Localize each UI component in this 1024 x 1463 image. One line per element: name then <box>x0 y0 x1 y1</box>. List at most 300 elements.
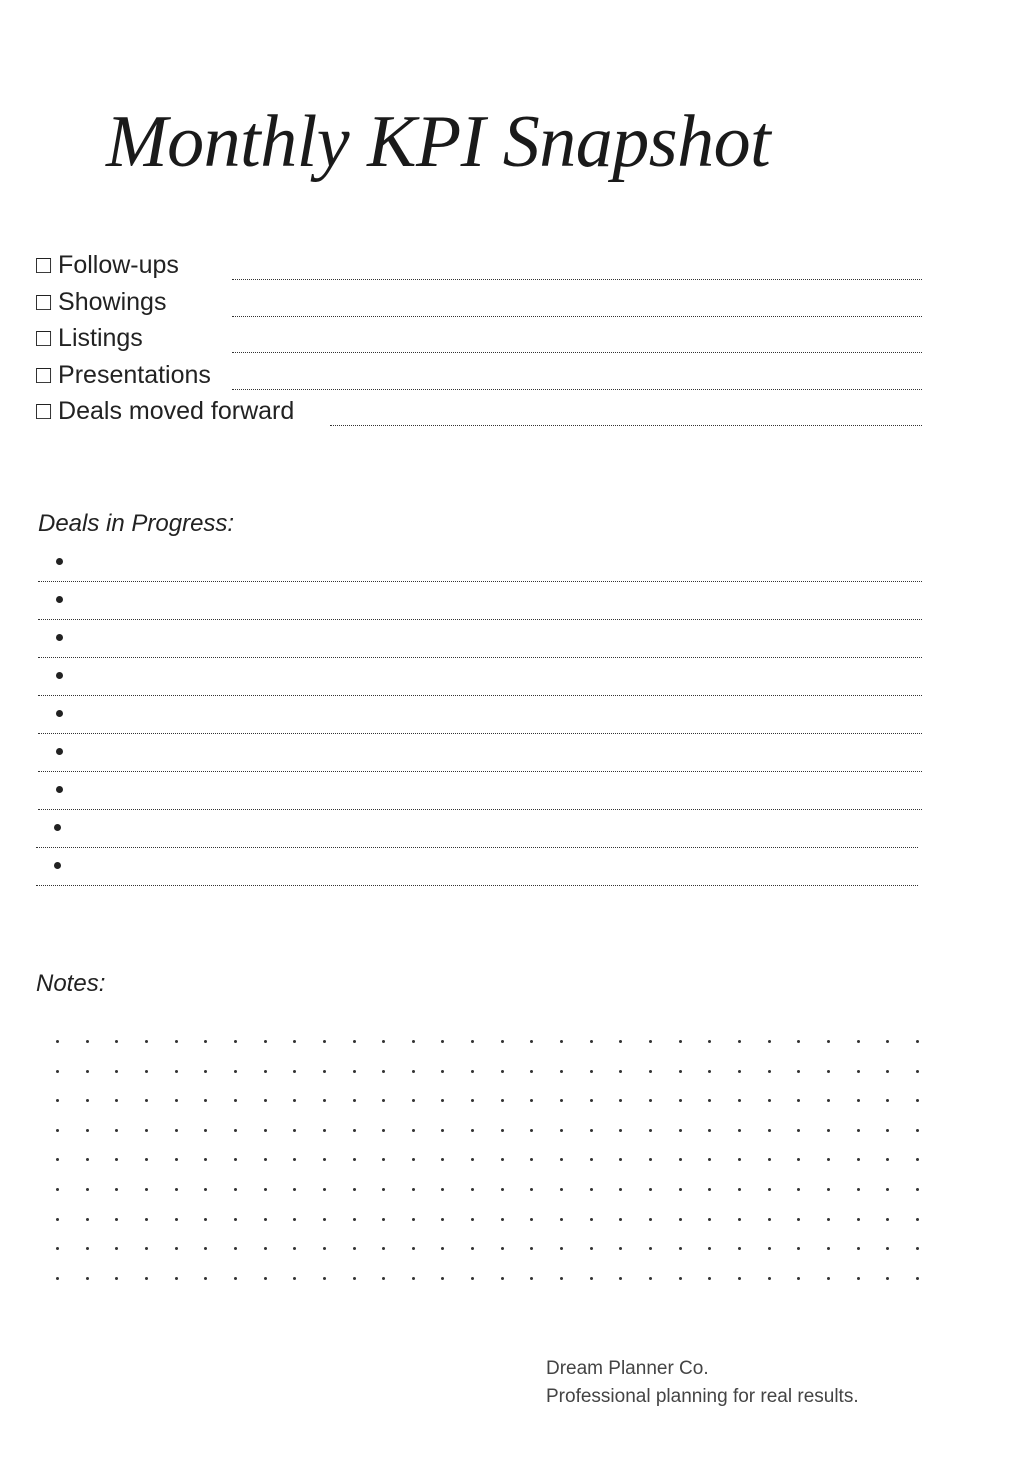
grid-dot <box>649 1247 652 1250</box>
grid-dot <box>441 1099 444 1102</box>
grid-dot <box>264 1099 267 1102</box>
kpi-presentations <box>36 354 922 390</box>
grid-dot <box>412 1158 415 1161</box>
grid-dot <box>382 1129 385 1132</box>
grid-dot <box>293 1070 296 1073</box>
grid-dot <box>353 1158 356 1161</box>
grid-dot <box>708 1158 711 1161</box>
grid-dot <box>115 1070 118 1073</box>
grid-dot <box>441 1158 444 1161</box>
grid-dot <box>412 1129 415 1132</box>
deal-row[interactable] <box>36 809 918 848</box>
grid-dot <box>738 1070 741 1073</box>
grid-dot <box>204 1277 207 1280</box>
grid-dot <box>323 1247 326 1250</box>
grid-dot <box>293 1158 296 1161</box>
grid-dot <box>175 1277 178 1280</box>
kpi-label: □ Follow-ups <box>36 251 179 279</box>
grid-dot <box>619 1099 622 1102</box>
grid-dot <box>886 1099 889 1102</box>
grid-dot <box>204 1188 207 1191</box>
footer-brand: Dream Planner Co. <box>546 1358 709 1379</box>
grid-dot <box>204 1247 207 1250</box>
grid-dot <box>382 1277 385 1280</box>
grid-dot <box>382 1040 385 1043</box>
grid-dot <box>797 1277 800 1280</box>
grid-dot <box>115 1277 118 1280</box>
grid-dot <box>441 1247 444 1250</box>
grid-dot <box>886 1218 889 1221</box>
grid-dot <box>886 1070 889 1073</box>
grid-dot <box>501 1188 504 1191</box>
bullet-icon <box>54 862 61 869</box>
grid-dot <box>708 1070 711 1073</box>
grid-dot <box>827 1158 830 1161</box>
grid-dot <box>738 1218 741 1221</box>
grid-dot <box>857 1277 860 1280</box>
grid-dot <box>708 1099 711 1102</box>
grid-dot <box>768 1158 771 1161</box>
grid-dot <box>857 1129 860 1132</box>
kpi-deals-moved-forward <box>36 390 922 426</box>
grid-dot <box>382 1247 385 1250</box>
grid-dot <box>471 1040 474 1043</box>
grid-dot <box>56 1158 59 1161</box>
grid-dot <box>679 1129 682 1132</box>
grid-dot <box>560 1218 563 1221</box>
grid-dot <box>738 1129 741 1132</box>
grid-dot <box>353 1218 356 1221</box>
grid-dot <box>649 1218 652 1221</box>
grid-dot <box>86 1129 89 1132</box>
grid-dot <box>797 1070 800 1073</box>
grid-dot <box>916 1188 919 1191</box>
grid-dot <box>679 1158 682 1161</box>
grid-dot <box>145 1158 148 1161</box>
grid-dot <box>145 1129 148 1132</box>
grid-dot <box>768 1218 771 1221</box>
grid-dot <box>679 1099 682 1102</box>
grid-dot <box>590 1040 593 1043</box>
grid-dot <box>708 1218 711 1221</box>
grid-dot <box>530 1277 533 1280</box>
grid-dot <box>145 1070 148 1073</box>
grid-dot <box>886 1129 889 1132</box>
bullet-icon <box>56 634 63 641</box>
grid-dot <box>293 1099 296 1102</box>
deals-in-progress-heading: Deals in Progress: <box>38 510 235 537</box>
grid-dot <box>797 1188 800 1191</box>
grid-dot <box>115 1188 118 1191</box>
grid-dot <box>649 1277 652 1280</box>
grid-dot <box>382 1099 385 1102</box>
grid-dot <box>323 1188 326 1191</box>
grid-dot <box>501 1218 504 1221</box>
grid-dot <box>441 1070 444 1073</box>
grid-dot <box>797 1040 800 1043</box>
deal-row[interactable] <box>38 619 922 658</box>
grid-dot <box>916 1099 919 1102</box>
grid-dot <box>234 1129 237 1132</box>
grid-dot <box>441 1277 444 1280</box>
kpi-entry-line[interactable] <box>232 352 922 353</box>
grid-dot <box>234 1040 237 1043</box>
grid-dot <box>145 1277 148 1280</box>
grid-dot <box>471 1247 474 1250</box>
grid-dot <box>56 1188 59 1191</box>
grid-dot <box>145 1099 148 1102</box>
grid-dot <box>501 1099 504 1102</box>
grid-dot <box>738 1099 741 1102</box>
grid-dot <box>145 1247 148 1250</box>
grid-dot <box>708 1247 711 1250</box>
bullet-icon <box>54 824 61 831</box>
bullet-icon <box>56 596 63 603</box>
grid-dot <box>560 1188 563 1191</box>
grid-dot <box>768 1099 771 1102</box>
grid-dot <box>323 1218 326 1221</box>
grid-dot <box>590 1099 593 1102</box>
grid-dot <box>827 1277 830 1280</box>
grid-dot <box>738 1188 741 1191</box>
grid-dot <box>353 1040 356 1043</box>
grid-dot <box>590 1158 593 1161</box>
bullet-icon <box>56 672 63 679</box>
grid-dot <box>590 1277 593 1280</box>
grid-dot <box>619 1277 622 1280</box>
grid-dot <box>738 1247 741 1250</box>
grid-dot <box>353 1070 356 1073</box>
grid-dot <box>323 1070 326 1073</box>
grid-dot <box>293 1277 296 1280</box>
grid-dot <box>649 1129 652 1132</box>
grid-dot <box>353 1277 356 1280</box>
grid-dot <box>175 1247 178 1250</box>
grid-dot <box>56 1070 59 1073</box>
grid-dot <box>530 1218 533 1221</box>
grid-dot <box>441 1218 444 1221</box>
grid-dot <box>471 1277 474 1280</box>
grid-dot <box>916 1247 919 1250</box>
grid-dot <box>649 1040 652 1043</box>
grid-dot <box>204 1040 207 1043</box>
grid-dot <box>175 1099 178 1102</box>
grid-dot <box>797 1099 800 1102</box>
grid-dot <box>768 1070 771 1073</box>
page-title: Monthly KPI Snapshot <box>106 101 771 183</box>
kpi-label: □ Showings <box>36 288 167 316</box>
grid-dot <box>530 1040 533 1043</box>
grid-dot <box>293 1188 296 1191</box>
grid-dot <box>323 1099 326 1102</box>
grid-dot <box>619 1218 622 1221</box>
grid-dot <box>916 1070 919 1073</box>
deal-row[interactable] <box>38 695 922 734</box>
grid-dot <box>86 1158 89 1161</box>
grid-dot <box>353 1247 356 1250</box>
grid-dot <box>264 1247 267 1250</box>
grid-dot <box>175 1070 178 1073</box>
grid-dot <box>619 1247 622 1250</box>
grid-dot <box>234 1099 237 1102</box>
grid-dot <box>649 1099 652 1102</box>
grid-dot <box>590 1070 593 1073</box>
grid-dot <box>323 1158 326 1161</box>
grid-dot <box>264 1070 267 1073</box>
grid-dot <box>560 1040 563 1043</box>
grid-dot <box>204 1218 207 1221</box>
grid-dot <box>768 1188 771 1191</box>
grid-dot <box>857 1070 860 1073</box>
grid-dot <box>382 1070 385 1073</box>
grid-dot <box>441 1188 444 1191</box>
grid-dot <box>679 1277 682 1280</box>
grid-dot <box>441 1129 444 1132</box>
bullet-icon <box>56 786 63 793</box>
bullet-icon <box>56 748 63 755</box>
grid-dot <box>204 1158 207 1161</box>
kpi-listings <box>36 317 922 353</box>
grid-dot <box>264 1040 267 1043</box>
grid-dot <box>175 1158 178 1161</box>
grid-dot <box>590 1129 593 1132</box>
grid-dot <box>471 1070 474 1073</box>
grid-dot <box>916 1040 919 1043</box>
grid-dot <box>619 1129 622 1132</box>
kpi-label: □ Deals moved forward <box>36 397 295 425</box>
grid-dot <box>175 1218 178 1221</box>
grid-dot <box>827 1040 830 1043</box>
grid-dot <box>857 1040 860 1043</box>
grid-dot <box>323 1129 326 1132</box>
grid-dot <box>886 1247 889 1250</box>
kpi-label: □ Presentations <box>36 361 211 389</box>
deal-row[interactable] <box>38 771 922 810</box>
grid-dot <box>204 1070 207 1073</box>
grid-dot <box>916 1277 919 1280</box>
footer-tagline: Professional planning for real results. <box>546 1386 859 1407</box>
grid-dot <box>264 1158 267 1161</box>
grid-dot <box>234 1070 237 1073</box>
grid-dot <box>293 1218 296 1221</box>
grid-dot <box>560 1099 563 1102</box>
grid-dot <box>560 1277 563 1280</box>
grid-dot <box>145 1218 148 1221</box>
deal-row[interactable] <box>38 581 922 620</box>
grid-dot <box>679 1218 682 1221</box>
grid-dot <box>471 1129 474 1132</box>
grid-dot <box>857 1099 860 1102</box>
grid-dot <box>768 1247 771 1250</box>
grid-dot <box>412 1277 415 1280</box>
grid-dot <box>679 1040 682 1043</box>
grid-dot <box>56 1129 59 1132</box>
grid-dot <box>293 1129 296 1132</box>
grid-dot <box>323 1040 326 1043</box>
grid-dot <box>501 1158 504 1161</box>
grid-dot <box>768 1040 771 1043</box>
grid-dot <box>797 1247 800 1250</box>
grid-dot <box>56 1277 59 1280</box>
deal-row[interactable] <box>38 543 922 582</box>
grid-dot <box>827 1070 830 1073</box>
grid-dot <box>175 1129 178 1132</box>
grid-dot <box>530 1129 533 1132</box>
grid-dot <box>886 1040 889 1043</box>
grid-dot <box>382 1188 385 1191</box>
grid-dot <box>560 1158 563 1161</box>
grid-dot <box>619 1158 622 1161</box>
grid-dot <box>412 1099 415 1102</box>
grid-dot <box>412 1218 415 1221</box>
grid-dot <box>916 1158 919 1161</box>
grid-dot <box>264 1218 267 1221</box>
grid-dot <box>708 1040 711 1043</box>
grid-dot <box>115 1158 118 1161</box>
grid-dot <box>353 1129 356 1132</box>
grid-dot <box>471 1188 474 1191</box>
grid-dot <box>56 1218 59 1221</box>
grid-dot <box>827 1099 830 1102</box>
grid-dot <box>797 1129 800 1132</box>
grid-dot <box>530 1188 533 1191</box>
grid-dot <box>234 1277 237 1280</box>
grid-dot <box>738 1158 741 1161</box>
grid-dot <box>501 1070 504 1073</box>
grid-dot <box>886 1158 889 1161</box>
grid-dot <box>234 1158 237 1161</box>
grid-dot <box>797 1158 800 1161</box>
grid-dot <box>501 1129 504 1132</box>
deal-row[interactable] <box>38 733 922 772</box>
grid-dot <box>501 1040 504 1043</box>
grid-dot <box>619 1070 622 1073</box>
grid-dot <box>353 1099 356 1102</box>
grid-dot <box>145 1040 148 1043</box>
grid-dot <box>708 1277 711 1280</box>
grid-dot <box>916 1129 919 1132</box>
grid-dot <box>86 1040 89 1043</box>
grid-dot <box>471 1099 474 1102</box>
grid-dot <box>768 1277 771 1280</box>
grid-dot <box>738 1277 741 1280</box>
grid-dot <box>471 1218 474 1221</box>
grid-dot <box>679 1188 682 1191</box>
grid-dot <box>234 1247 237 1250</box>
grid-dot <box>560 1129 563 1132</box>
grid-dot <box>827 1129 830 1132</box>
grid-dot <box>708 1188 711 1191</box>
grid-dot <box>86 1277 89 1280</box>
grid-dot <box>530 1099 533 1102</box>
grid-dot <box>204 1129 207 1132</box>
grid-dot <box>382 1218 385 1221</box>
grid-dot <box>827 1247 830 1250</box>
grid-dot <box>412 1188 415 1191</box>
kpi-entry-line[interactable] <box>330 425 922 426</box>
grid-dot <box>530 1070 533 1073</box>
grid-dot <box>234 1188 237 1191</box>
grid-dot <box>530 1247 533 1250</box>
grid-dot <box>56 1099 59 1102</box>
grid-dot <box>649 1158 652 1161</box>
grid-dot <box>86 1099 89 1102</box>
grid-dot <box>353 1188 356 1191</box>
grid-dot <box>56 1247 59 1250</box>
grid-dot <box>86 1218 89 1221</box>
kpi-follow-ups <box>36 244 922 280</box>
grid-dot <box>738 1040 741 1043</box>
grid-dot <box>708 1129 711 1132</box>
grid-dot <box>590 1218 593 1221</box>
grid-dot <box>145 1188 148 1191</box>
grid-dot <box>619 1188 622 1191</box>
grid-dot <box>115 1040 118 1043</box>
grid-dot <box>501 1247 504 1250</box>
grid-dot <box>412 1040 415 1043</box>
grid-dot <box>886 1188 889 1191</box>
grid-dot <box>204 1099 207 1102</box>
bullet-icon <box>56 558 63 565</box>
grid-dot <box>115 1129 118 1132</box>
grid-dot <box>501 1277 504 1280</box>
grid-dot <box>530 1158 533 1161</box>
deal-row[interactable] <box>36 847 918 886</box>
grid-dot <box>115 1247 118 1250</box>
grid-dot <box>264 1129 267 1132</box>
grid-dot <box>441 1040 444 1043</box>
grid-dot <box>264 1277 267 1280</box>
kpi-showings <box>36 281 922 317</box>
grid-dot <box>886 1277 889 1280</box>
grid-dot <box>857 1158 860 1161</box>
grid-dot <box>649 1070 652 1073</box>
grid-dot <box>323 1277 326 1280</box>
grid-dot <box>56 1040 59 1043</box>
grid-dot <box>827 1188 830 1191</box>
grid-dot <box>827 1218 830 1221</box>
grid-dot <box>412 1070 415 1073</box>
grid-dot <box>86 1247 89 1250</box>
notes-heading: Notes: <box>36 970 106 997</box>
grid-dot <box>412 1247 415 1250</box>
grid-dot <box>768 1129 771 1132</box>
grid-dot <box>679 1070 682 1073</box>
grid-dot <box>293 1040 296 1043</box>
grid-dot <box>560 1070 563 1073</box>
grid-dot <box>560 1247 563 1250</box>
grid-dot <box>471 1158 474 1161</box>
kpi-entry-line[interactable] <box>232 279 922 280</box>
grid-dot <box>619 1040 622 1043</box>
grid-dot <box>590 1247 593 1250</box>
deal-row[interactable] <box>38 657 922 696</box>
grid-dot <box>115 1218 118 1221</box>
grid-dot <box>590 1188 593 1191</box>
grid-dot <box>175 1040 178 1043</box>
grid-dot <box>649 1188 652 1191</box>
grid-dot <box>797 1218 800 1221</box>
grid-dot <box>382 1158 385 1161</box>
grid-dot <box>679 1247 682 1250</box>
grid-dot <box>857 1188 860 1191</box>
kpi-label: □ Listings <box>36 324 143 352</box>
grid-dot <box>916 1218 919 1221</box>
grid-dot <box>175 1188 178 1191</box>
grid-dot <box>86 1188 89 1191</box>
grid-dot <box>234 1218 237 1221</box>
bullet-icon <box>56 710 63 717</box>
